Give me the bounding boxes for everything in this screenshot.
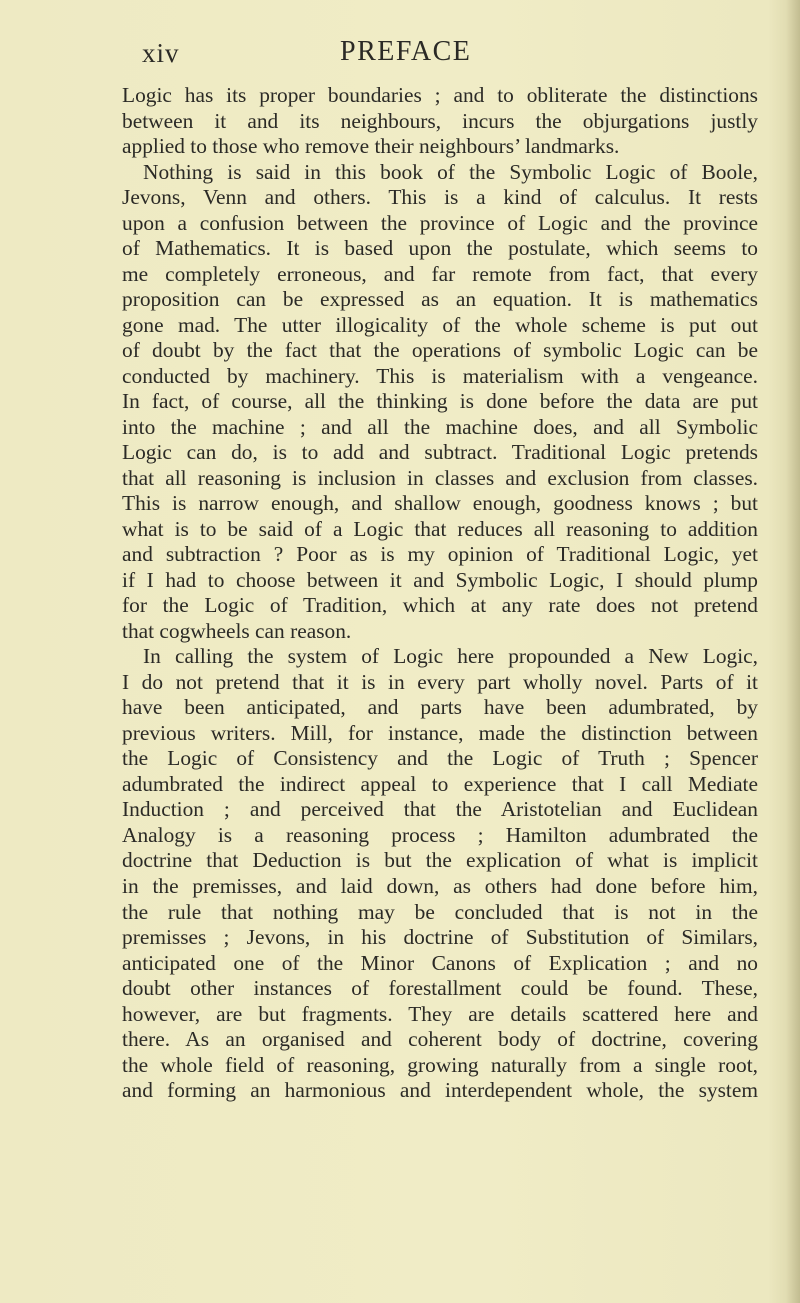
text-line: Logic has its proper boundaries ; and to obliterate the distinctions	[122, 83, 758, 107]
body-text	[122, 83, 758, 1104]
text-line: applied to those who remove their neighbours’ landmarks.	[122, 134, 620, 159]
text-line: upon a confusion between the province of Logic and the province	[122, 210, 758, 235]
page-edge-shadow	[786, 0, 800, 1303]
page-number: xiv	[142, 38, 180, 68]
text-line: gone mad. The utter illogicality of the whole scheme is put out	[122, 312, 758, 337]
text-line: previous writers. Mill, for instance, made the distinction between	[122, 720, 758, 745]
text-line: anticipated one of the Minor Canons of Explication ; and no	[122, 950, 758, 975]
text-line: This is narrow enough, and shallow enough, goodness knows ; but	[122, 491, 758, 516]
text-line: for the Logic of Tradition, which at any rate does not pretend	[122, 593, 758, 618]
text-line: have been anticipated, and parts have been adumbrated, by	[122, 695, 758, 720]
text-line: if I had to choose between it and Symbolic Logic, I should plump	[122, 567, 758, 592]
text-line: in the premisses, and laid down, as others had done before him,	[122, 873, 758, 898]
text-line: into the machine ; and all the machine does, and all Symbolic	[122, 414, 758, 439]
text-line: and subtraction ? Poor as is my opinion of Traditional Logic, yet	[122, 542, 758, 567]
text-line: Analogy is a reasoning process ; Hamilton adumbrated the	[122, 822, 758, 847]
text-line: adumbrated the indirect appeal to experience that I call Mediate	[122, 771, 758, 796]
text-line: and forming an harmonious and interdependent whole, the system	[122, 1078, 758, 1103]
text-line: In calling the system of Logic here propounded a New Logic,	[143, 644, 758, 669]
text-line: me completely erroneous, and far remote from fact, that every	[122, 261, 758, 286]
text-line: doubt other instances of forestallment could be found. These,	[122, 976, 758, 1001]
text-line: In fact, of course, all the thinking is done before the data are put	[122, 389, 758, 414]
text-line: doctrine that Deduction is but the explication of what is implicit	[122, 848, 758, 873]
running-title: PREFACE	[340, 36, 472, 67]
text-line: Nothing is said in this book of the Symbolic Logic of Boole,	[143, 159, 758, 184]
text-line: the whole field of reasoning, growing naturally from a single root,	[122, 1052, 758, 1077]
text-line: Induction ; and perceived that the Aristotelian and Euclidean	[122, 797, 758, 822]
text-line: what is to be said of a Logic that reduces all reasoning to addition	[122, 516, 758, 541]
text-line: the rule that nothing may be concluded that is not in the	[122, 899, 758, 924]
text-line: of Mathematics. It is based upon the postulate, which seems to	[122, 236, 758, 261]
text-line: Jevons, Venn and others. This is a kind of calculus. It rests	[122, 185, 758, 210]
text-line: between it and its neighbours, incurs the objurgations justly	[122, 108, 758, 133]
text-line: there. As an organised and coherent body of doctrine, covering	[122, 1027, 758, 1052]
text-line: that all reasoning is inclusion in classes and exclusion from classes.	[122, 465, 758, 490]
text-line: of doubt by the fact that the operations of symbolic Logic can be	[122, 338, 758, 363]
text-line: Logic can do, is to add and subtract. Traditional Logic pretends	[122, 440, 758, 465]
text-line: the Logic of Consistency and the Logic of Truth ; Spencer	[122, 746, 758, 771]
text-line: however, are but fragments. They are details scattered here and	[122, 1001, 758, 1026]
text-line: conducted by machinery. This is materialism with a vengeance.	[122, 363, 758, 388]
text-line: proposition can be expressed as an equation. It is mathematics	[122, 287, 758, 312]
text-line: that cogwheels can reason.	[122, 618, 352, 643]
text-line: premisses ; Jevons, in his doctrine of Substitution of Similars,	[122, 925, 758, 950]
page-header	[0, 36, 800, 76]
text-line: I do not pretend that it is in every part wholly novel. Parts of it	[122, 669, 758, 694]
